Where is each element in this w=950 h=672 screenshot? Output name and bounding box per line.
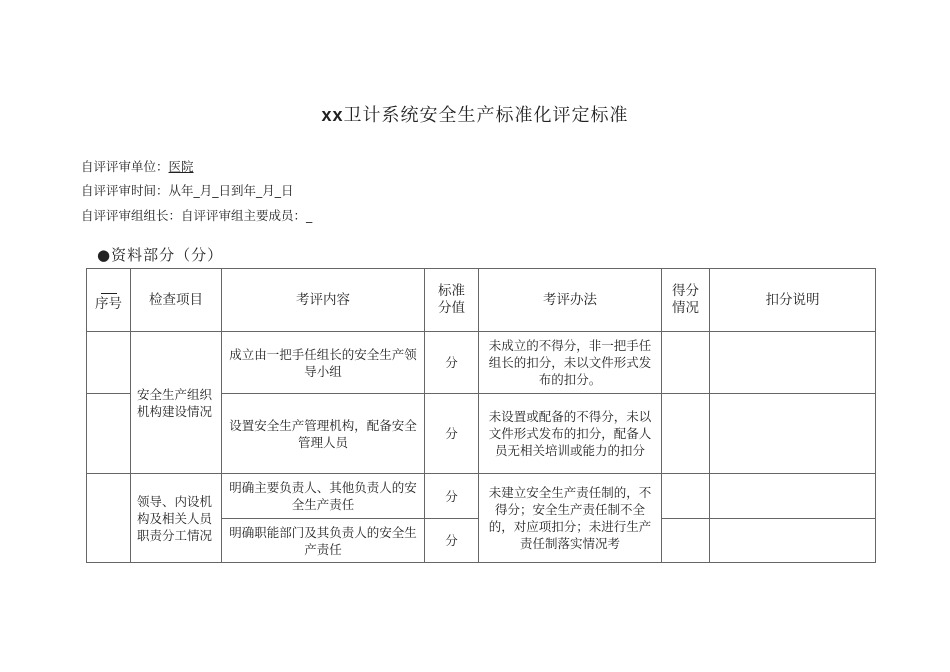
got-cell: [662, 332, 710, 394]
header-seq: 序号: [87, 269, 131, 332]
category-cell: 安全生产组织机构建设情况: [131, 332, 222, 474]
review-time-line: 自评评审时间：从年_月_日到年_月_日: [81, 183, 294, 198]
method-cell: 未建立安全生产责任制的，不得分；安全生产责任制不全的，对应项扣分；未进行生产责任制落实情况考: [479, 474, 662, 563]
content-cell: 成立由一把手任组长的安全生产领导小组: [222, 332, 425, 394]
header-note: 扣分说明: [710, 269, 876, 332]
header-method: 考评办法: [479, 269, 662, 332]
score-cell: 分: [425, 474, 479, 519]
header-content: 考评内容: [222, 269, 425, 332]
header-item: 检查项目: [131, 269, 222, 332]
review-leader-line: 自评评审组组长：自评评审组主要成员：_: [81, 208, 313, 223]
note-cell: [710, 519, 876, 563]
note-cell: [710, 474, 876, 519]
seq-cell: [87, 394, 131, 474]
seq-cell: [87, 332, 131, 394]
method-cell: 未设置或配备的不得分，未以文件形式发布的扣分，配备人员无相关培训或能力的扣分: [479, 394, 662, 474]
section-heading: ●资料部分（分）: [97, 246, 224, 264]
score-cell: 分: [425, 519, 479, 563]
got-cell: [662, 474, 710, 519]
note-cell: [710, 394, 876, 474]
evaluation-table: [86, 268, 876, 563]
score-cell: 分: [425, 394, 479, 474]
content-cell: 明确主要负责人、其他负责人的安全生产责任: [222, 474, 425, 519]
got-cell: [662, 519, 710, 563]
table-header-row: [87, 269, 876, 332]
page-title: xx卫计系统安全生产标准化评定标准: [321, 105, 629, 126]
review-unit-value: 医院: [168, 159, 194, 174]
note-cell: [710, 332, 876, 394]
method-cell: 未成立的不得分，非一把手任组长的扣分，未以文件形式发布的扣分。: [479, 332, 662, 394]
score-cell: 分: [425, 332, 479, 394]
header-got: 得分 情况: [662, 269, 710, 332]
content-cell: 明确职能部门及其负责人的安全生产责任: [222, 519, 425, 563]
got-cell: [662, 394, 710, 474]
category-cell: 领导、内设机构及相关人员职责分工情况: [131, 474, 222, 563]
content-cell: 设置安全生产管理机构，配备安全管理人员: [222, 394, 425, 474]
table-row: [87, 332, 876, 394]
table-row: [87, 474, 876, 519]
header-score: 标准 分值: [425, 269, 479, 332]
review-unit-line: 自评评审单位：医院: [81, 159, 194, 174]
seq-cell: [87, 474, 131, 563]
